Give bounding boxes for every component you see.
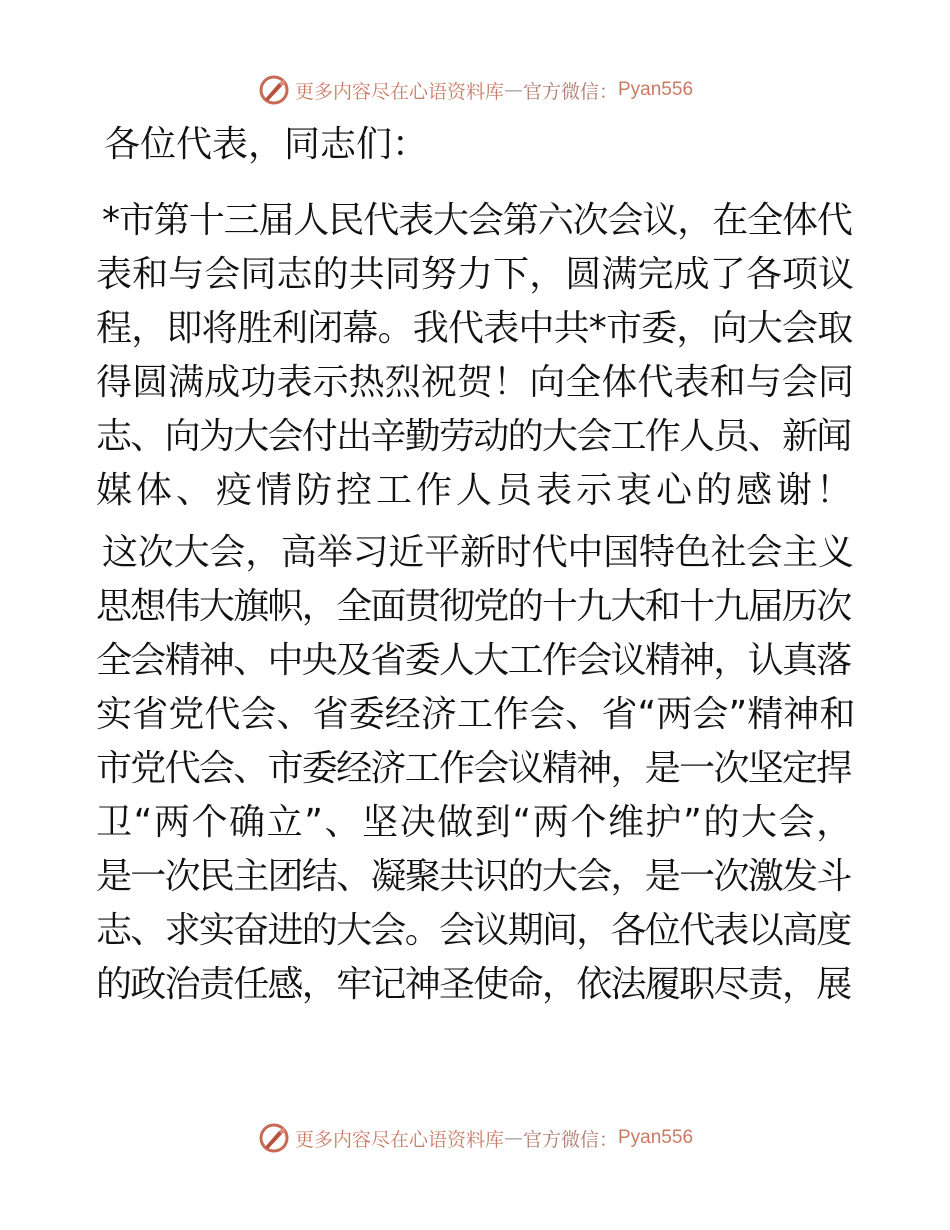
banner-main-text: 更多内容尽在心语资料库	[294, 1128, 504, 1151]
paragraph-1-line: 得圆满成功表示热烈祝贺！向全体代表和与会同	[96, 362, 855, 403]
banner-main-text: 更多内容尽在心语资料库	[294, 80, 504, 103]
banner-wechat-id: Pyan556	[618, 79, 694, 100]
banner-separator: —	[503, 1127, 523, 1149]
paragraph-2-line: 全会精神、中央及省委人大工作会议精神，认真落	[96, 640, 851, 681]
paragraph-1-line: 媒体、疫情防控工作人员表示衷心的感谢！	[96, 470, 857, 511]
banner-separator: —	[503, 79, 523, 101]
paragraph-2-line: 思想伟大旗帜，全面贯彻党的十九大和十九届历次	[96, 586, 851, 627]
header-watermark-banner	[0, 70, 950, 110]
document-body	[96, 118, 856, 1020]
pen-circle-logo-icon	[257, 73, 291, 107]
paragraph-1-line: 表和与会同志的共同努力下，圆满完成了各项议	[96, 254, 855, 295]
paragraph-1-line: 程，即将胜利闭幕。我代表中共*市委，向大会取	[96, 308, 853, 349]
paragraph-2-line: 这次大会，高举习近平新时代中国特色社会主义	[102, 532, 854, 573]
paragraph-1-line: 志、向为大会付出辛勤劳动的大会工作人员、新闻	[96, 416, 851, 457]
banner-wechat-label: 官方微信：	[522, 80, 618, 103]
paragraph-2-line: 市党代会、市委经济工作会议精神，是一次坚定捍	[96, 748, 851, 789]
paragraph-2-line: 的政治责任感，牢记神圣使命，依法履职尽责，展	[96, 964, 851, 1005]
paragraph-2-line: 卫“两个确立”、坚决做到“两个维护”的大会，	[96, 802, 854, 843]
paragraph-1-line: *市第十三届人民代表大会第六次会议，在全体代	[102, 200, 852, 241]
paragraph-2-line: 实省党代会、省委经济工作会、省“两会”精神和	[96, 694, 856, 735]
banner-wechat-label: 官方微信：	[522, 1128, 618, 1151]
paragraph-2-line: 志、求实奋进的大会。会议期间，各位代表以高度	[96, 910, 851, 951]
pen-circle-logo-icon	[257, 1121, 291, 1155]
paragraph-2-line: 是一次民主团结、凝聚共识的大会，是一次激发斗	[96, 856, 851, 897]
paragraph-2	[96, 526, 856, 1012]
paragraph-1	[96, 194, 856, 518]
salutation: 各位代表，同志们：	[104, 124, 429, 165]
footer-watermark-banner	[0, 1118, 950, 1158]
banner-wechat-id: Pyan556	[618, 1127, 694, 1148]
